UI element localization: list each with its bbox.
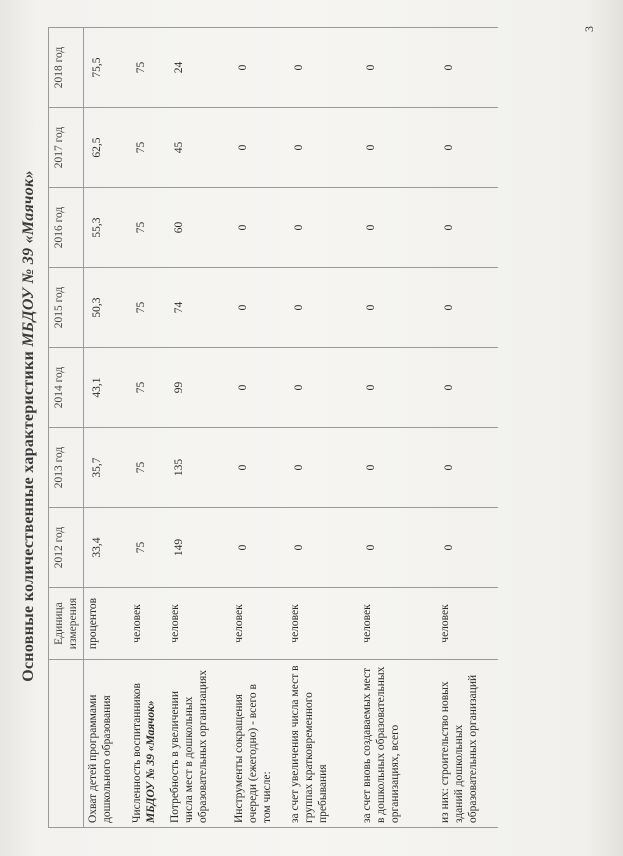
row-indicator-name <box>166 660 230 828</box>
row-value-cell: 0 <box>230 508 286 588</box>
row-unit: человек <box>128 588 166 660</box>
row-value-cell: 135 <box>166 428 230 508</box>
row-value-cell: 99 <box>166 348 230 428</box>
row-value-cell: 0 <box>436 268 498 348</box>
page-title <box>20 16 38 836</box>
row-value-cell: 0 <box>358 188 436 268</box>
row-value-cell: 35,7 <box>84 428 128 508</box>
row-value-cell: 60 <box>166 188 230 268</box>
row-indicator-name <box>128 660 166 828</box>
row-name-text: из них: строительство новых зданий дошкольных образовательных организаций <box>438 674 479 823</box>
row-value-cell: 149 <box>166 508 230 588</box>
row-unit: человек <box>436 588 498 660</box>
row-value-cell: 0 <box>358 428 436 508</box>
row-name-text: за счет вновь создаваемых мест в дошкольных образовательных организациях, всего <box>360 666 401 823</box>
row-value-cell: 0 <box>230 108 286 188</box>
row-value-cell: 0 <box>436 348 498 428</box>
row-value-cell: 0 <box>230 188 286 268</box>
row-value-cell: 0 <box>436 508 498 588</box>
table-header-row <box>49 28 84 828</box>
table-row <box>358 28 436 828</box>
row-value-cell: 0 <box>230 268 286 348</box>
header-year: 2017 год <box>49 108 84 188</box>
table-row <box>436 28 498 828</box>
row-value-cell: 75 <box>128 428 166 508</box>
row-value-cell: 0 <box>436 428 498 508</box>
table-row <box>230 28 286 828</box>
row-value-cell: 0 <box>286 348 358 428</box>
row-value-cell: 0 <box>436 28 498 108</box>
row-value-cell: 0 <box>286 188 358 268</box>
title-school: МБДОУ № 39 «Маячок» <box>20 170 37 347</box>
table-row <box>128 28 166 828</box>
row-unit: человек <box>230 588 286 660</box>
row-value-cell: 50,3 <box>84 268 128 348</box>
row-name-text: Инструменты сокращения очереди (ежегодно) - всего в том числе: <box>232 684 273 823</box>
row-value-cell: 0 <box>286 108 358 188</box>
row-value-cell: 75 <box>128 188 166 268</box>
row-value-cell: 0 <box>230 348 286 428</box>
table-row <box>84 28 128 828</box>
row-value-cell: 43,1 <box>84 348 128 428</box>
row-value-cell: 0 <box>358 508 436 588</box>
header-year: 2016 год <box>49 188 84 268</box>
row-value-cell: 0 <box>286 508 358 588</box>
row-value-cell: 74 <box>166 268 230 348</box>
row-unit: человек <box>166 588 230 660</box>
row-name-text: Численность воспитанников <box>130 683 143 823</box>
row-indicator-name <box>230 660 286 828</box>
row-value-cell: 75 <box>128 508 166 588</box>
row-indicator-name <box>358 660 436 828</box>
header-year: 2015 год <box>49 268 84 348</box>
row-value-cell: 0 <box>358 348 436 428</box>
row-indicator-name <box>84 660 128 828</box>
row-unit: процентов <box>84 588 128 660</box>
row-indicator-name <box>286 660 358 828</box>
row-value-cell: 75 <box>128 268 166 348</box>
title-prefix: Основные количественные характеристики <box>20 350 37 682</box>
row-value-cell: 55,3 <box>84 188 128 268</box>
row-value-cell: 75,5 <box>84 28 128 108</box>
rotated-sheet <box>20 16 600 836</box>
row-value-cell: 75 <box>128 28 166 108</box>
row-value-cell: 33,4 <box>84 508 128 588</box>
header-year: 2012 год <box>49 508 84 588</box>
row-name-italic: МБДОУ № 39 «Маячок» <box>144 700 157 823</box>
header-unit: Единица измерения <box>49 588 84 660</box>
row-name-text: за счет увеличения числа мест в группах кратковременного пребывания <box>288 665 329 823</box>
row-value-cell: 0 <box>286 268 358 348</box>
row-value-cell: 75 <box>128 348 166 428</box>
row-value-cell: 24 <box>166 28 230 108</box>
header-year: 2014 год <box>49 348 84 428</box>
row-name-text: Охват детей программами дошкольного образования <box>87 694 113 823</box>
row-value-cell: 0 <box>358 108 436 188</box>
row-value-cell: 0 <box>286 428 358 508</box>
page-number: 3 <box>582 26 596 32</box>
row-value-cell: 0 <box>358 28 436 108</box>
table-row <box>286 28 358 828</box>
row-value-cell: 75 <box>128 108 166 188</box>
row-indicator-name <box>436 660 498 828</box>
table-row <box>166 28 230 828</box>
row-value-cell: 0 <box>230 428 286 508</box>
row-name-text: Потребность в увеличении числа мест в дошкольных образовательных организациях <box>168 669 209 823</box>
row-unit: человек <box>358 588 436 660</box>
row-value-cell: 0 <box>436 108 498 188</box>
row-value-cell: 0 <box>286 28 358 108</box>
header-year: 2013 год <box>49 428 84 508</box>
row-value-cell: 0 <box>358 268 436 348</box>
row-value-cell: 62,5 <box>84 108 128 188</box>
row-value-cell: 45 <box>166 108 230 188</box>
row-value-cell: 0 <box>436 188 498 268</box>
header-name <box>49 660 84 828</box>
row-unit: человек <box>286 588 358 660</box>
header-year: 2018 год <box>49 28 84 108</box>
row-value-cell: 0 <box>230 28 286 108</box>
characteristics-table <box>48 27 498 828</box>
